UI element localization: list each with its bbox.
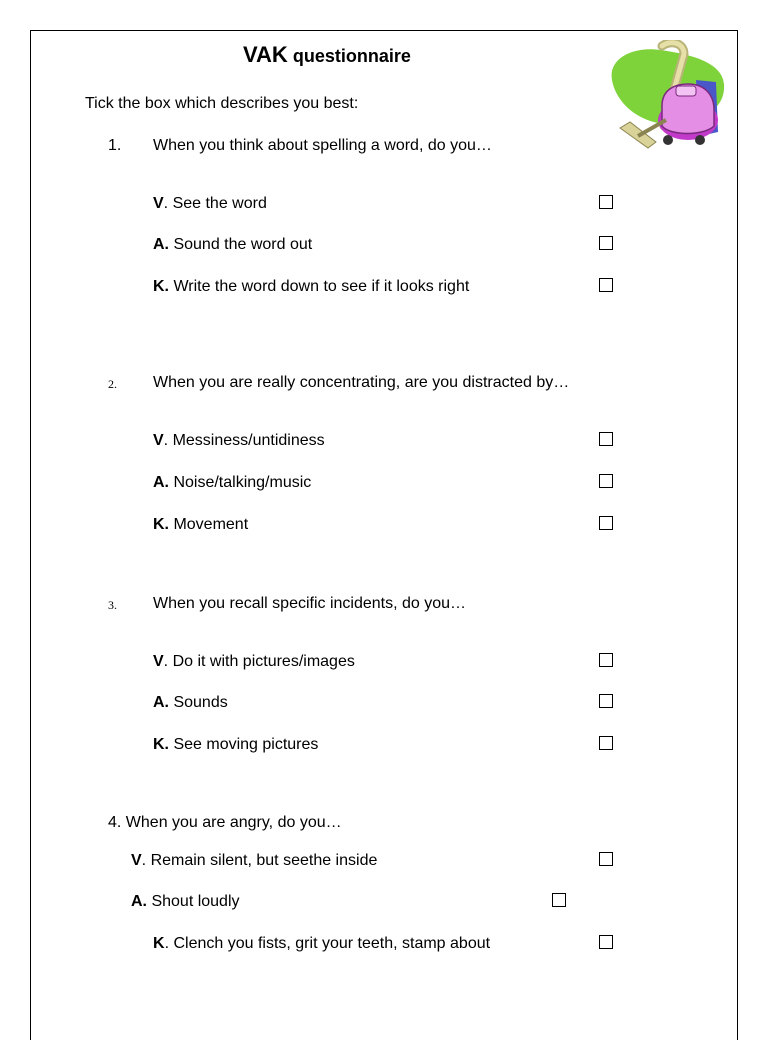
title-sub: questionnaire xyxy=(287,46,411,66)
option-a xyxy=(153,236,312,254)
option-text: . See the word xyxy=(163,195,267,212)
question-text: When you are really concentrating, are you distracted by… xyxy=(153,374,570,391)
option-k xyxy=(153,516,248,534)
question-text: When you recall specific incidents, do you… xyxy=(153,595,467,612)
option-k xyxy=(153,935,490,953)
option-letter: A. xyxy=(131,893,147,910)
question-text: When you think about spelling a word, do you… xyxy=(153,137,492,154)
option-text: Noise/talking/music xyxy=(169,474,312,491)
checkbox-q2-v[interactable] xyxy=(599,432,613,446)
checkbox-q4-a[interactable] xyxy=(552,893,566,907)
option-text: Write the word down to see if it looks right xyxy=(169,278,470,295)
checkbox-q3-a[interactable] xyxy=(599,694,613,708)
option-a xyxy=(131,893,240,911)
option-text: . Remain silent, but seethe inside xyxy=(141,852,378,869)
page-title xyxy=(243,42,411,68)
checkbox-q2-k[interactable] xyxy=(599,516,613,530)
question-text: When you are angry, do you… xyxy=(121,814,342,831)
option-v xyxy=(131,852,377,870)
option-text: Sounds xyxy=(169,694,228,711)
option-v xyxy=(153,653,355,671)
option-letter: V xyxy=(153,653,164,670)
question-number: 2. xyxy=(108,377,117,391)
option-letter: A. xyxy=(153,236,169,253)
checkbox-q1-a[interactable] xyxy=(599,236,613,250)
document-page xyxy=(30,30,738,1040)
option-a xyxy=(153,474,311,492)
question-number xyxy=(108,814,342,832)
checkbox-q2-a[interactable] xyxy=(599,474,613,488)
checkbox-q1-v[interactable] xyxy=(599,195,613,209)
option-letter: K. xyxy=(153,278,169,295)
option-text: Shout loudly xyxy=(147,893,240,910)
instructions: Tick the box which describes you best: xyxy=(85,95,359,112)
checkbox-q1-k[interactable] xyxy=(599,278,613,292)
option-letter: K. xyxy=(153,736,169,753)
option-text: See moving pictures xyxy=(169,736,319,753)
option-text: . Do it with pictures/images xyxy=(163,653,355,670)
option-text: Movement xyxy=(169,516,249,533)
checkbox-q3-v[interactable] xyxy=(599,653,613,667)
title-main: VAK xyxy=(243,42,288,67)
option-text: Sound the word out xyxy=(169,236,313,253)
option-letter: K. xyxy=(153,516,169,533)
option-k xyxy=(153,278,469,296)
option-letter: A. xyxy=(153,474,169,491)
option-letter: K xyxy=(153,935,165,952)
option-a xyxy=(153,694,228,712)
checkbox-q4-k[interactable] xyxy=(599,935,613,949)
question-number: 1. xyxy=(108,137,122,154)
checkbox-q4-v[interactable] xyxy=(599,852,613,866)
vacuum-cleaner-icon xyxy=(604,40,730,152)
option-text: . Messiness/untidiness xyxy=(163,432,325,449)
option-letter: V xyxy=(131,852,142,869)
option-letter: V xyxy=(153,195,164,212)
checkbox-q3-k[interactable] xyxy=(599,736,613,750)
option-letter: A. xyxy=(153,694,169,711)
option-v xyxy=(153,432,325,450)
question-number-value: 4. xyxy=(108,814,122,831)
option-text: . Clench you fists, grit your teeth, stamp about xyxy=(164,935,491,952)
question-number: 3. xyxy=(108,598,117,612)
option-letter: V xyxy=(153,432,164,449)
option-v xyxy=(153,195,267,213)
option-k xyxy=(153,736,318,754)
